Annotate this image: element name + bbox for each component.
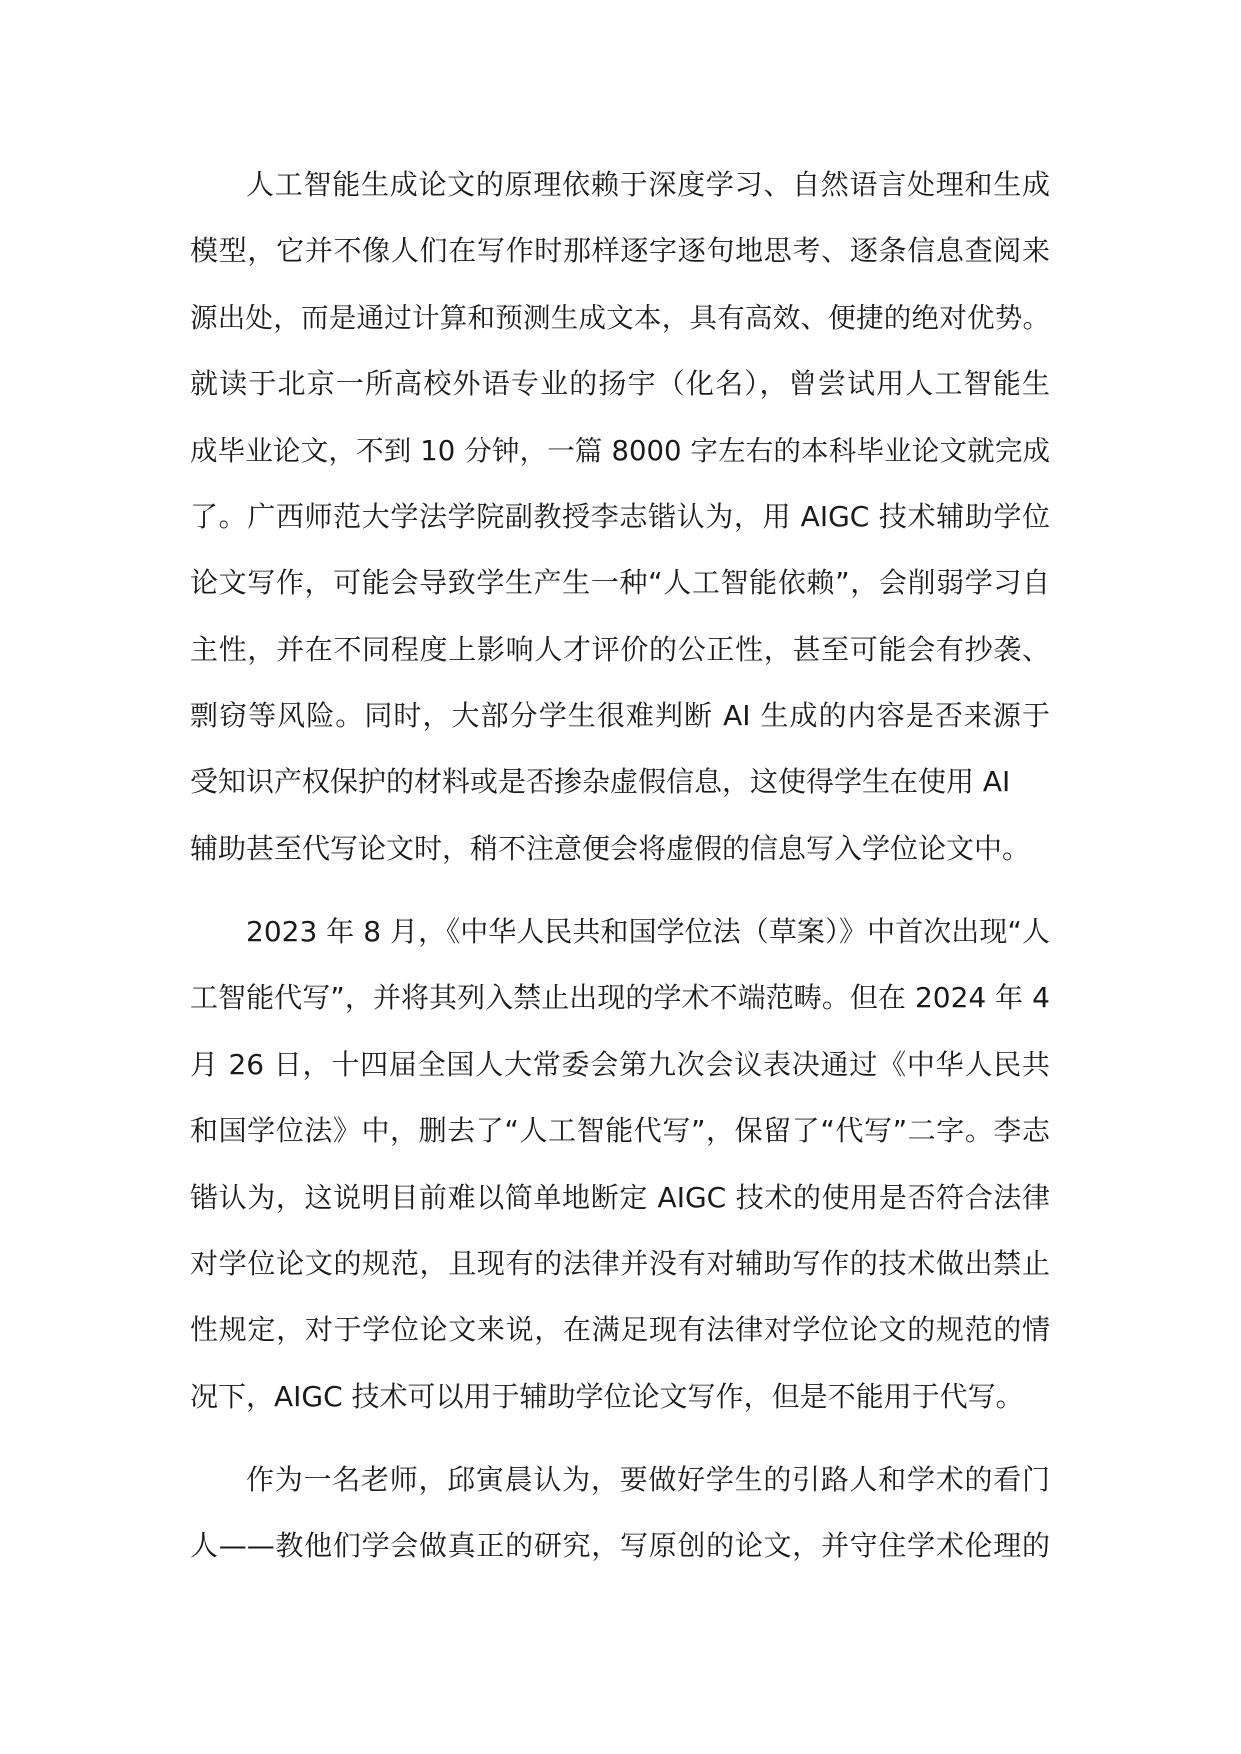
paragraph-1-line-5: 成毕业论文，不到 10 分钟，一篇 8000 字左右的本科毕业论文就完成 bbox=[190, 435, 1050, 467]
paragraph-3-line-1: 作为一名老师，邱寅晨认为，要做好学生的引路人和学术的看门 bbox=[246, 1463, 1050, 1496]
paragraph-2-line-7: 性规定，对于学位论文来说，在满足现有法律对学位论文的规范的情 bbox=[190, 1313, 1050, 1346]
paragraph-1-line-2: 模型，它并不像人们在写作时那样逐字逐句地思考、逐条信息查阅来 bbox=[190, 234, 1050, 267]
paragraph-1-line-11: 辅助甚至代写论文时，稍不注意便会将虚假的信息写入学位论文中。 bbox=[190, 832, 1031, 865]
paragraph-1-line-6: 了。广西师范大学法学院副教授李志锴认为，用 AIGC 技术辅助学位 bbox=[190, 500, 1050, 533]
paragraph-3-line-2: 人——教他们学会做真正的研究，写原创的论文，并守住学术伦理的 bbox=[190, 1529, 1050, 1562]
paragraph-1-line-7: 论文写作，可能会导致学生产生一种“人工智能依赖”，会削弱学习自 bbox=[190, 566, 1050, 599]
paragraph-1-line-9: 剽窃等风险。同时，大部分学生很难判断 AI 生成的内容是否来源于 bbox=[190, 699, 1050, 732]
paragraph-2-line-6: 对学位论文的规范，且现有的法律并没有对辅助写作的技术做出禁止 bbox=[190, 1247, 1050, 1280]
paragraph-1-line-4: 就读于北京一所高校外语专业的扬宇（化名），曾尝试用人工智能生 bbox=[190, 367, 1050, 400]
paragraph-2-line-1: 2023 年 8 月，《中华人民共和国学位法（草案）》中首次出现“人 bbox=[246, 915, 1050, 948]
paragraph-2-line-3: 月 26 日，十四届全国人大常委会第九次会议表决通过《中华人民共 bbox=[190, 1048, 1050, 1081]
paragraph-1-line-10: 受知识产权保护的材料或是否掺杂虚假信息，这使得学生在使用 AI bbox=[190, 765, 1011, 798]
paragraph-1-line-1: 人工智能生成论文的原理依赖于深度学习、自然语言处理和生成 bbox=[246, 168, 1050, 201]
paragraph-1-line-3: 源出处，而是通过计算和预测生成文本，具有高效、便捷的绝对优势。 bbox=[190, 302, 1050, 334]
paragraph-2-line-4: 和国学位法》中，删去了“人工智能代写”，保留了“代写”二字。李志 bbox=[190, 1114, 1050, 1147]
paragraph-2-line-2: 工智能代写”，并将其列入禁止出现的学术不端范畴。但在 2024 年 4 bbox=[190, 981, 1050, 1014]
paragraph-1-line-8: 主性，并在不同程度上影响人才评价的公正性，甚至可能会有抄袭、 bbox=[190, 633, 1050, 666]
paragraph-2-line-5: 锴认为，这说明目前难以简单地断定 AIGC 技术的使用是否符合法律 bbox=[190, 1181, 1050, 1214]
paragraph-2-line-8: 况下，AIGC 技术可以用于辅助学位论文写作，但是不能用于代写。 bbox=[190, 1380, 1024, 1413]
